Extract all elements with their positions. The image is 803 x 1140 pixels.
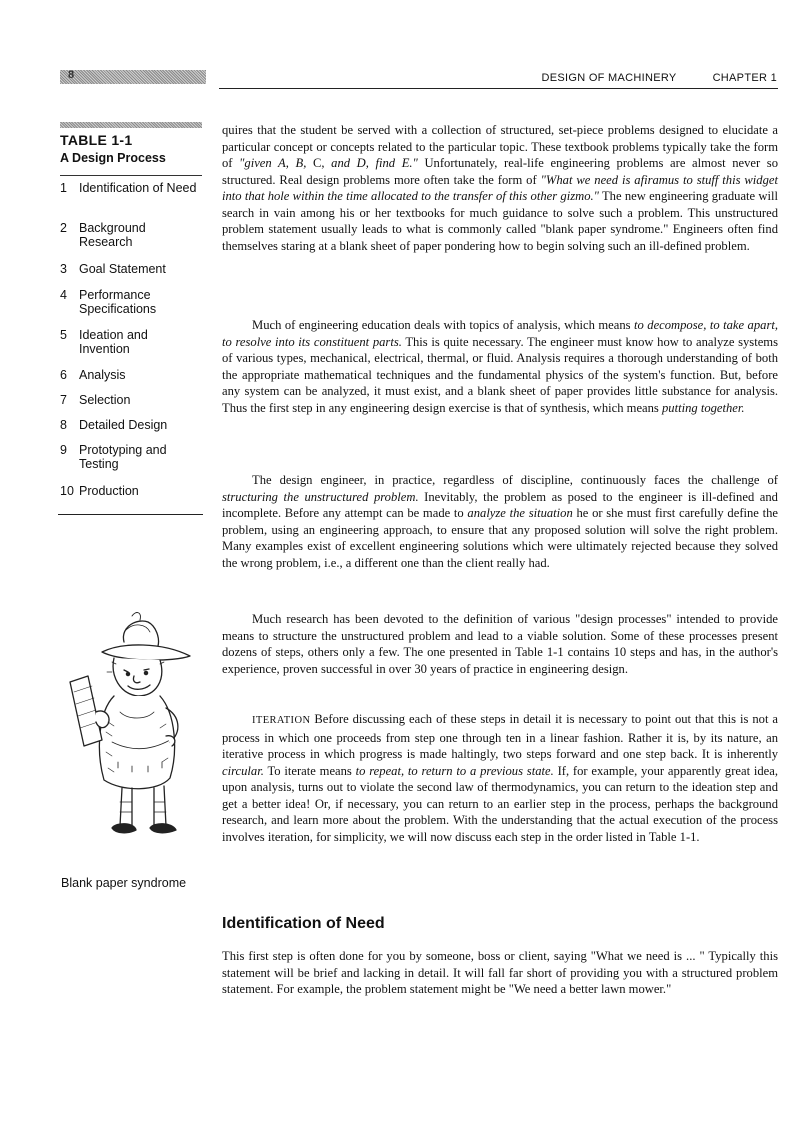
italic-run: to repeat, to return to a previous state. <box>355 763 554 778</box>
running-head <box>541 72 777 84</box>
step-label: Analysis <box>79 368 126 382</box>
step-number: 1 <box>60 181 67 195</box>
chapter-label: CHAPTER 1 <box>712 72 777 84</box>
table-step <box>60 443 200 471</box>
table-step <box>60 288 200 316</box>
italic-run: to decompose, to take apart, to resolve into its constituent parts. <box>222 318 779 349</box>
table-rule-bottom <box>58 514 203 515</box>
step-label: Performance Specifications <box>79 288 157 316</box>
table-step <box>60 368 200 382</box>
text-run: The new engineering graduate will search in vain among his or her textbooks for much guidance to solve such a problem. This unstructured problem statement usually leads to what is commonly called "blank paper syndrome." Engineers often find themselves staring at a blank sheet of paper pondering how to begin solving such an ill-defined problem. <box>222 189 778 253</box>
step-number: 5 <box>60 328 67 342</box>
italic-run: analyze the situation <box>467 506 573 521</box>
iteration-lede: ITERATION <box>252 715 311 726</box>
italic-run: circular. <box>222 763 264 778</box>
text-run: Much research has been devoted to the definition of various "design processes" intended to provide means to structure the unstructured problem and lead to a viable solution. Some of these processes present dozens of steps, others only a few. The one presented in Table 1-1 contains 10 steps and has, in the author's experience, proven successful in over 30 years of practice in engineering design. <box>222 612 778 676</box>
header-rule <box>219 88 778 89</box>
table-step <box>60 262 200 276</box>
book-title: DESIGN OF MACHINERY <box>541 72 677 84</box>
table-top-band <box>60 122 202 128</box>
step-label: Production <box>79 484 139 498</box>
step-number: 4 <box>60 288 67 302</box>
step-label: Identification of Need <box>79 181 197 195</box>
body-paragraph-5-text <box>222 712 778 844</box>
text-run: Before discussing each of these steps in detail it is necessary to point out that this is not a process in which one proceeds from step one through ten in a linear fashion. Rather it is, by its nature, an iterative process in which progress is made haltingly, two steps forward and one step back. It is inherently <box>222 712 778 762</box>
text-run: Unfortunately, real-life engineering problems are almost never so structured. Real design problems more often take the form of <box>222 156 778 187</box>
text-run: This is quite necessary. The engineer must know how to analyze systems of various types, mechanical, electrical, thermal, or fluid. Analysis requires a thorough understanding of both the appropriate mathematical techniques and the fundamental physics of the system's function. But, before any system can be analyzed, it must exist, and a blank sheet of paper provides little substance for analysis. Thus the first step in any engineering design exercise is that of synthesis, which means <box>222 334 778 415</box>
step-label: Selection <box>79 393 131 407</box>
step-label: Goal Statement <box>79 262 166 276</box>
body-paragraph-2 <box>222 317 778 416</box>
text-run: This first step is often done for you by someone, boss or client, saying "What we need is ... " Typically this statement will be brief and lacking in detail. It will fall far short of providing you with a structured problem statement. For example, the problem statement might be "We need a better lawn mower." <box>222 949 778 997</box>
text-run: Much of engineering education deals with topics of analysis, which means <box>252 318 634 332</box>
table-step <box>60 181 200 195</box>
table-rule-top <box>60 175 202 176</box>
step-number: 7 <box>60 393 67 407</box>
page-number-block <box>60 70 206 84</box>
step-number: 3 <box>60 262 67 276</box>
step-label: Prototyping and Testing <box>79 443 167 471</box>
italic-run: structuring the unstructured problem. <box>222 489 419 504</box>
table-caption: A Design Process <box>60 151 166 165</box>
body-paragraph-1 <box>222 122 778 254</box>
step-number: 6 <box>60 368 67 382</box>
step-number: 9 <box>60 443 67 457</box>
table-step <box>60 328 200 356</box>
body-paragraph-5 <box>222 711 778 845</box>
text-run: he or she must first carefully define the problem, using an engineering approach, to ensure that any proposed solution will solve the right problem. Many examples exist of excellent engineering solutions which were ultimately rejected because they solved the wrong problem, i.e., a different one than the client really had. <box>222 506 778 570</box>
text-run: The design engineer, in practice, regardless of discipline, continuously faces the challenge of <box>252 473 778 487</box>
body-paragraph-4 <box>222 611 778 677</box>
blank-paper-syndrome-illustration <box>62 612 197 862</box>
step-label: Background Research <box>79 221 146 249</box>
text-run: C, <box>312 156 332 171</box>
table-step <box>60 221 200 249</box>
text-run: If, for example, your apparently great idea, upon analysis, turns out to violate the second law of thermodynamics, you can return to the ideation step and get a better idea! Or, if necessary, you can return to an earlier step in the process, perhaps the background research, and learn more about the problem. With the understanding that the actual execution of the process involves iteration, for simplicity, we will now discuss each step in the order listed in Table 1-1. <box>222 763 779 844</box>
section-heading: Identification of Need <box>222 915 385 932</box>
italic-run: putting together. <box>661 400 745 415</box>
page-number: 8 <box>68 69 75 81</box>
figure-caption: Blank paper syndrome <box>61 876 187 890</box>
step-label: Detailed Design <box>79 418 168 432</box>
table-label: TABLE 1-1 <box>60 132 133 148</box>
step-label: Ideation and Invention <box>79 328 148 356</box>
table-step <box>60 418 200 432</box>
text-run: Inevitably, the problem as posed to the engineer is ill-defined and incomplete. Before any attempt can be made to <box>222 489 778 521</box>
body-paragraph-3 <box>222 472 778 571</box>
body-paragraph-6 <box>222 948 778 998</box>
step-number: 10 <box>60 484 74 498</box>
text-run: To iterate means <box>263 763 356 778</box>
text-run: quires that the student be served with a collection of structured, set-piece problems designed to elucidate a particular concept or concepts related to the particular topic. These textbook problems typically take the form of <box>222 123 778 171</box>
italic-run: "What we need is afiramus to stuff this widget into that hole within the time allocated to the transfer of this other gizmo." <box>222 172 778 204</box>
step-number: 2 <box>60 221 67 235</box>
table-step <box>60 484 200 498</box>
italic-run: and D, find E." <box>331 156 418 171</box>
italic-run: "given A, B, <box>239 156 313 171</box>
step-number: 8 <box>60 418 67 432</box>
table-step <box>60 393 200 407</box>
